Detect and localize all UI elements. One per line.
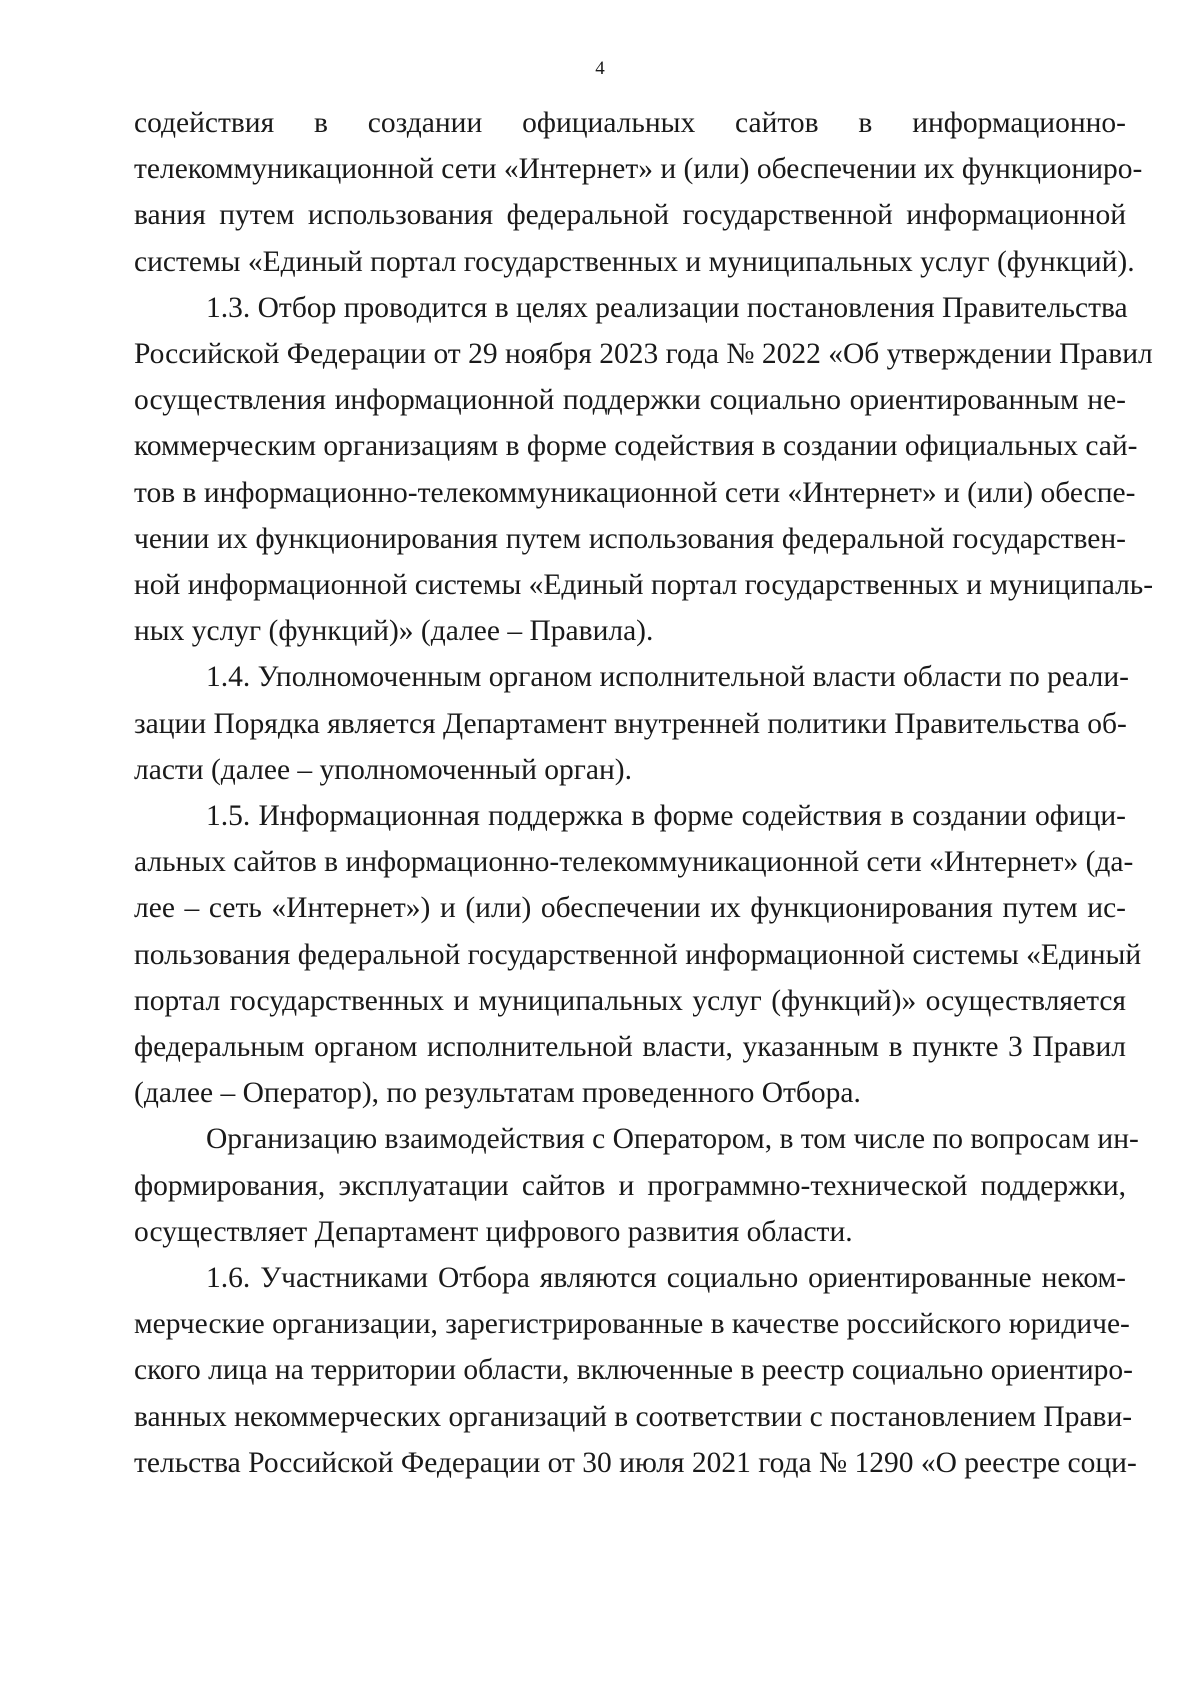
- text-line: содействия в создании официальных сайтов в информационно-: [134, 107, 1126, 139]
- text-line: лее – сеть «Интернет») и (или) обеспечении их функционирования путем ис-: [134, 892, 1126, 925]
- document-body: [134, 100, 1154, 1486]
- text-line: осуществляет Департамент цифрового развития области.: [134, 1215, 853, 1248]
- text-line: тов в информационно-телекоммуникационной сети «Интернет» и (или) обеспе-: [134, 476, 1136, 509]
- paragraph: [134, 100, 1143, 285]
- paragraph: [134, 285, 1154, 655]
- text-line: (далее – Оператор), по результатам проведенного Отбора.: [134, 1077, 861, 1110]
- text-line: портал государственных и муниципальных услуг (функций)» осуществляется: [134, 984, 1126, 1017]
- text-line: осуществления информационной поддержки социально ориентированным не-: [134, 384, 1126, 417]
- text-line: ной информационной системы «Единый портал государственных и муниципаль-: [134, 569, 1154, 602]
- text-line: вания путем использования федеральной государственной информационной: [134, 199, 1126, 232]
- page-number: 4: [595, 58, 605, 79]
- text-line: формирования, эксплуатации сайтов и программно-технической поддержки,: [134, 1169, 1126, 1202]
- text-line: 1.6. Участниками Отбора являются социально ориентированные неком-: [206, 1262, 1126, 1295]
- text-line: тельства Российской Федерации от 30 июля 2021 года № 1290 «О реестре соци-: [134, 1446, 1137, 1479]
- text-line: ванных некоммерческих организаций в соответствии с постановлением Прави-: [134, 1400, 1133, 1433]
- text-line: Российской Федерации от 29 ноября 2023 года № 2022 «Об утверждении Правил: [134, 338, 1153, 371]
- text-line: Организацию взаимодействия с Оператором, в том числе по вопросам ин-: [206, 1123, 1139, 1156]
- text-line: системы «Единый портал государственных и муниципальных услуг (функций).: [134, 245, 1135, 278]
- text-line: коммерческим организациям в форме содействия в создании официальных сай-: [134, 430, 1138, 463]
- text-line: федеральным органом исполнительной власти, указанным в пункте 3 Правил: [134, 1031, 1126, 1064]
- text-line: пользования федеральной государственной информационной системы «Единый: [134, 938, 1142, 971]
- text-line: 1.4. Уполномоченным органом исполнительной власти области по реали-: [206, 661, 1129, 694]
- text-line: 1.5. Информационная поддержка в форме содействия в создании офици-: [206, 800, 1126, 833]
- text-line: зации Порядка является Департамент внутренней политики Правительства об-: [134, 707, 1127, 740]
- text-line: телекоммуникационной сети «Интернет» и (или) обеспечении их функциониро-: [134, 153, 1143, 186]
- text-line: мерческие организации, зарегистрированные в качестве российского юридиче-: [134, 1308, 1130, 1341]
- paragraph: [134, 654, 1129, 793]
- text-line: ных услуг (функций)» (далее – Правила).: [134, 615, 654, 648]
- paragraph: [134, 793, 1142, 1116]
- text-line: ласти (далее – уполномоченный орган).: [134, 753, 632, 786]
- text-line: ского лица на территории области, включенные в реестр социально ориентиро-: [134, 1354, 1133, 1387]
- paragraph: [134, 1116, 1139, 1255]
- text-line: альных сайтов в информационно-телекоммуникационной сети «Интернет» (да-: [134, 846, 1134, 879]
- text-line: чении их функционирования путем использования федеральной государствен-: [134, 522, 1126, 555]
- paragraph: [134, 1255, 1137, 1486]
- text-line: 1.3. Отбор проводится в целях реализации постановления Правительства: [206, 291, 1128, 324]
